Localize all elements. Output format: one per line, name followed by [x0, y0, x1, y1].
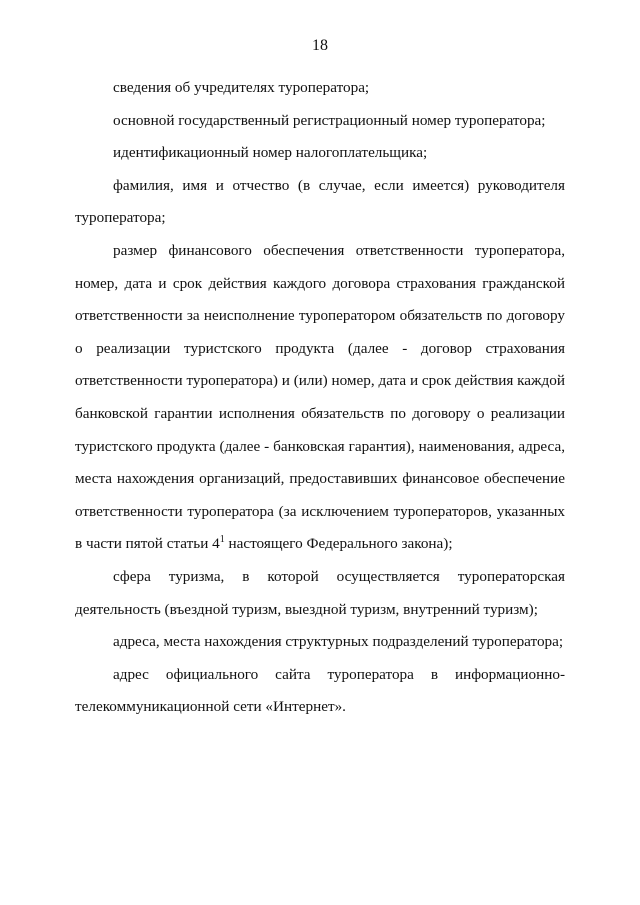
article-superscript: 1 [219, 534, 225, 546]
paragraph-inn: идентификационный номер налогоплательщика; [113, 144, 428, 162]
paragraph-financial-security-tail: настоящего Федерального закона); [224, 535, 453, 553]
paragraph-director-name: фамилия, имя и отчество (в случае, если имеется) руководителя туроператора; [75, 176, 565, 227]
page-number: 18 [312, 37, 328, 54]
paragraph-financial-security [75, 235, 565, 561]
paragraph-ogrn: основной государственный регистрационный номер туроператора; [113, 111, 546, 129]
paragraph-financial-security-text: размер финансового обеспечения ответственности туроператора, номер, дата и срок действия каждого договора страхования гражданской ответственности за неисполнение туроператором обязательств по договору о реализации туристского продукта (далее - договор страхования ответственности туроператора) и (или) номер, дата и срок действия каждой банковской гарантии исполнения обязательств по договору о реализации туристского продукта (далее - банковская гарантия), наименования, адреса, места нахождения организаций, предоставивших финансовое обеспечение ответственности туроператора (за исключением туроператоров, указанных в части пятой статьи 4 [75, 241, 565, 553]
paragraph-branch-addresses: адреса, места нахождения структурных подразделений туроператора; [113, 633, 564, 651]
paragraph-founders: сведения об учредителях туроператора; [113, 79, 370, 96]
paragraph-website: адрес официального сайта туроператора в информационно-телекоммуникационной сети «Интернет». [75, 665, 565, 716]
paragraph-tourism-sphere: сфера туризма, в которой осуществляется туроператорская деятельность (въездной туризм, выездной туризм, внутренний туризм); [75, 567, 565, 618]
document-body [75, 72, 565, 724]
